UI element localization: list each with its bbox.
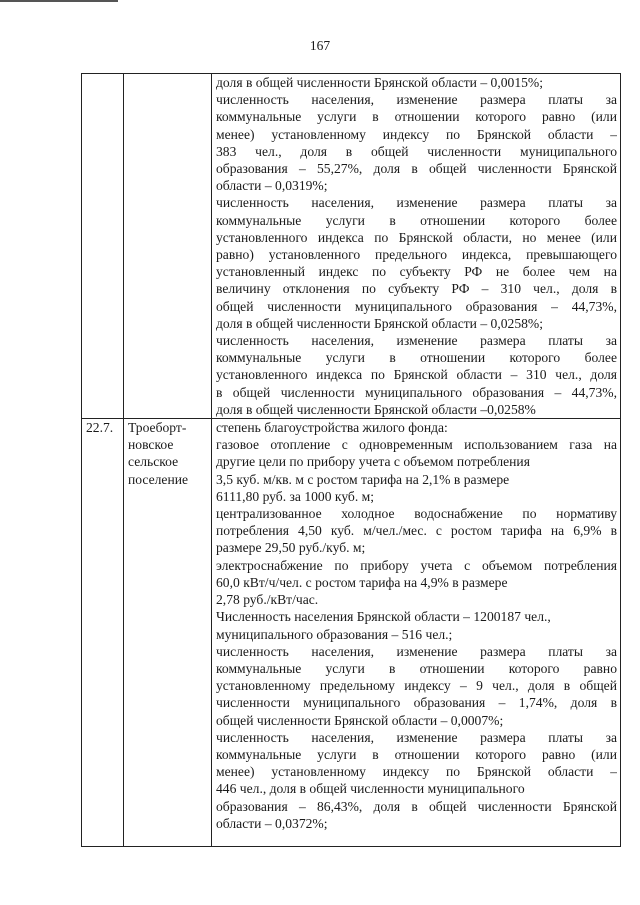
text-line: численность населения, изменение размера платы за [216,729,617,745]
description-cell [212,74,621,419]
settlement-name-cell [124,74,212,419]
tariff-table [81,73,621,847]
text-line: менее) установленному индексу по Брянской области – [216,764,617,780]
text-line: централизованное холодное водоснабжение по нормативу [216,506,617,522]
text-line: коммунальные услуги в отношении которого равно (или [216,109,617,125]
text-line: общей численности Брянской области – 0,0007%; [216,712,504,728]
page-number: 167 [309,38,331,53]
text-line: другие цели по прибору учета с объемом потребления [216,454,530,470]
table-row-continuation [82,74,621,419]
text-line: 60,0 кВт/ч/чел. с ростом тарифа на 4,9% в размере [216,574,508,590]
text-line: образования – 55,27%, доля в общей численности Брянской [216,161,617,177]
text-line: 6111,80 руб. за 1000 куб. м; [216,488,375,504]
text-line: области – 0,0372%; [216,815,328,831]
text-line: степень благоустройства жилого фонда: [216,420,448,436]
text-line: коммунальные услуги в отношении которого более [216,212,617,228]
row-number: 22.7. [86,420,114,436]
settlement-name-cell [124,419,212,847]
text-line: численность населения, изменение размера платы за [216,333,617,349]
text-line: установленному предельному индексу – 9 чел., доля в общей [216,678,617,694]
text-line: коммунальные услуги в отношении которого более [216,350,617,366]
text-line: 3,5 куб. м/кв. м с ростом тарифа на 2,1% в размере [216,471,510,487]
text-line: численность населения, изменение размера платы за [216,195,617,211]
settlement-name-line: сельское [128,454,179,470]
text-line: менее) установленному индексу по Брянской области – [216,126,617,142]
text-line: газовое отопление с одновременным использованием газа на [216,437,617,453]
text-line: величину отклонения по субъекту РФ – 310 чел., доля в [216,281,617,297]
text-line: коммунальные услуги в отношении которого равно (или [216,746,617,762]
top-rule [0,0,118,2]
settlement-name-line: новское [128,437,174,453]
text-line: муниципального образования – 516 чел.; [216,626,453,642]
text-line: установленный индекс по субъекту РФ не более чем на [216,264,617,280]
text-line: потребления 4,50 куб. м/чел./мес. с ростом тарифа на 6,9% в [216,523,617,539]
text-line: доля в общей численности Брянской области – 0,0258%; [216,315,544,331]
text-line: области – 0,0319%; [216,178,328,194]
text-line: 446 чел., доля в общей численности муниципального [216,781,525,797]
text-line: Численность населения Брянской области – 1200187 чел., [216,609,551,625]
text-line: численность населения, изменение размера платы за [216,643,617,659]
text-line: электроснабжение по прибору учета с объемом потребления [216,557,617,573]
text-line: доля в общей численности Брянской области – 0,0015%; [216,75,544,90]
settlement-name-line: поселение [128,471,189,487]
text-line: 383 чел., доля в общей численности муниципального [216,143,617,159]
settlement-name-line: Троеборт- [128,420,187,436]
text-line: коммунальные услуги в отношении которого равно [216,660,617,676]
text-line: установленного индекса по Брянской области – 310 чел., доля [216,367,617,383]
text-line: установленного индекса по Брянской области, но менее (или [216,229,617,245]
text-line: численность населения, изменение размера платы за [216,92,617,108]
text-line: в общей численности муниципального образования – 44,73%, [216,384,617,400]
description-cell [212,419,621,847]
row-number-cell [82,419,124,847]
text-line: общей численности муниципального образования – 44,73%, [216,298,617,314]
row-number-cell [82,74,124,419]
text-line: образования – 86,43%, доля в общей численности Брянской [216,798,617,814]
table-row-22-7 [82,419,621,847]
text-line: доля в общей численности Брянской области –0,0258% [216,401,536,417]
text-line: размере 29,50 руб./куб. м; [216,540,366,556]
text-line: 2,78 руб./кВт/час. [216,592,319,608]
text-line: равно) установленного предельного индекса, превышающего [216,247,617,263]
text-line: численности муниципального образования – 1,74%, доля в [216,695,617,711]
